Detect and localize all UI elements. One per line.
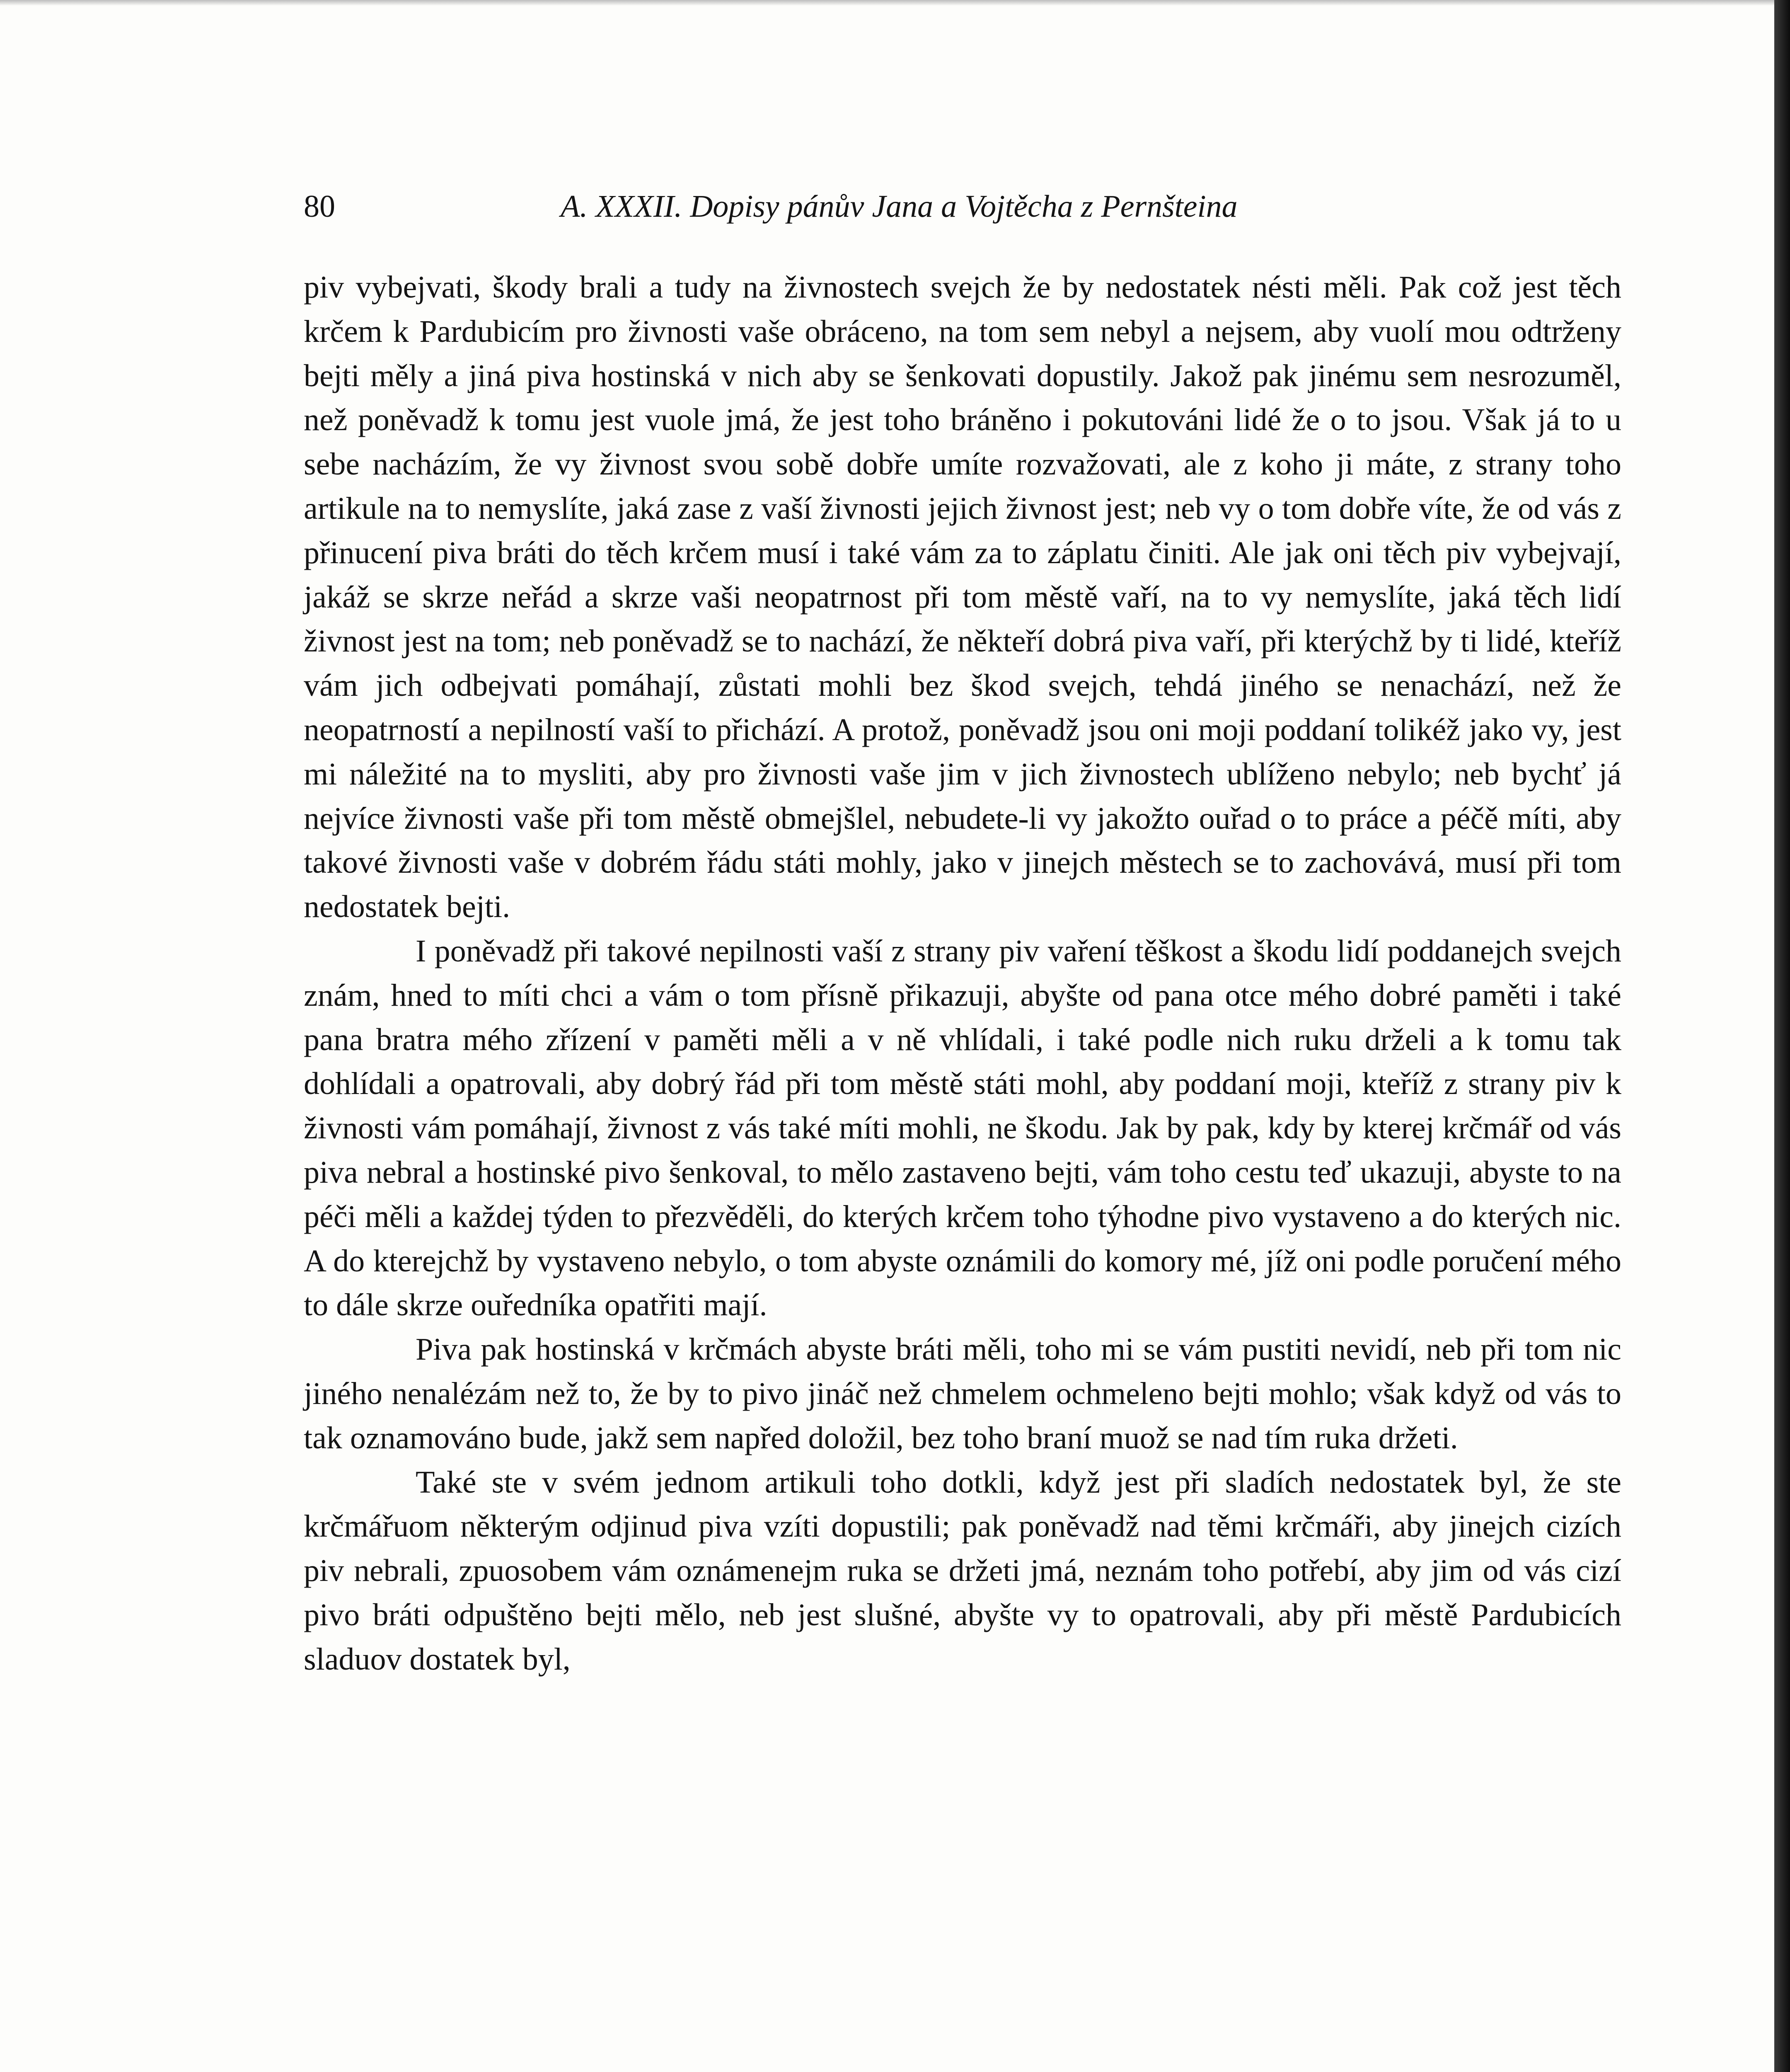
paragraph-1: piv vybejvati, škody brali a tudy na živnostech svejch že by nedostatek nésti měli. Pak což jest těch krčem k Pardubicím pro živnosti vaše obráceno, na tom sem nebyl a nejsem, aby vuolí mou odtrženy bejti měly a jiná piva hostinská v nich aby se šenkovati dopustily. Jakož pak jinému sem nesrozuměl, než poněvadž k tomu jest vuole jmá, že jest toho bráněno i pokutováni lidé že o to jsou. Však já to u sebe nacházím, že vy živnost svou sobě dobře umíte rozvažovati, ale z koho ji máte, z strany toho artikule na to nemyslíte, jaká zase z vaší živnosti jejich živnost jest; neb vy o tom dobře víte, že od vás z přinucení piva bráti do těch krčem musí i také vám za to záplatu činiti. Ale jak oni těch piv vybejvají, jakáž se skrze neřád a skrze vaši neopatrnost při tom městě vaří, na to vy nemyslíte, jaká těch lidí živnost jest na tom; neb poněvadž se to nachází, že někteří dobrá piva vaří, při kterýchž by ti lidé, kteříž vám jich odbejvati pomáhají, zůstati mohli bez škod svejch, tehdá jiného se nenachází, než že neopatrností a nepilností vaší to přichází. A protož, poněvadž jsou oni moji poddaní tolikéž jako vy, jest mi náležité na to mysliti, aby pro živnosti vaše jim v jich živnostech ublíženo nebylo; neb bychť já nejvíce živnosti vaše při tom městě obmejšlel, nebudete-li vy jakožto ouřad o to práce a péčě míti, aby takové živnosti vaše v dobrém řádu státi mohly, jako v jinejch městech se to zachovává, musí při tom nedostatek bejti. (304, 270, 1621, 925)
scan-top-shadow (0, 0, 1790, 6)
paragraph-3: Piva pak hostinská v krčmách abyste bráti měli, toho mi se vám pustiti nevidí, neb při tom nic jiného nenalézám než to, že by to pivo jináč než chmelem ochmeleno bejti mohlo; však když od vás to tak oznamováno bude, jakž sem napřed doložil, bez toho braní muož se nad tím ruka držeti. (304, 1332, 1621, 1455)
running-title: A. XXXII. Dopisy pánův Jana a Vojtěcha z Pernšteina (561, 189, 1238, 224)
paragraph-2: I poněvadž při takové nepilnosti vaší z strany piv vaření těškost a škodu lidí poddanejch svejch znám, hned to míti chci a vám o tom přísně přikazuji, abyšte od pana otce mého dobré paměti i také pana bratra mého zřízení v paměti měli a v ně vhlídali, i také podle nich ruku drželi a k tomu tak dohlídali a opatrovali, aby dobrý řád při tom městě státi mohl, aby poddaní moji, kteříž z strany piv k živnosti vám pomáhají, živnost z vás také míti mohli, ne škodu. Jak by pak, kdy by kterej krčmář od vás piva nebral a hostinské pivo šenkoval, to mělo zastaveno bejti, vám toho cestu teď ukazuji, abyste to na péči měli a každej týden to přezvěděli, do kterých krčem toho týhodne pivo vystaveno a do kterých nic. A do kterejchž by vystaveno nebylo, o tom abyste oznámili do komory mé, jíž oni podle poručení mého to dále skrze ouředníka opatřiti mají. (304, 933, 1621, 1323)
page-number: 80 (304, 189, 335, 224)
body-text (304, 265, 1621, 1682)
scan-right-edge (1774, 0, 1790, 2072)
paragraph-4: Také ste v svém jednom artikuli toho dotkli, když jest při sladích nedostatek byl, že ste krčmářuom některým odjinud piva vzíti dopustili; pak poněvadž nad těmi krčmáři, aby jinejch cizích piv nebrali, zpuosobem vám oznámenejm ruka se držeti jmá, neznám toho potřebí, aby jim od vás cizí pivo bráti odpuštěno bejti mělo, neb jest slušné, abyšte vy to opatrovali, aby při městě Pardubicích sladuov dostatek byl, (304, 1464, 1621, 1677)
page-header (304, 189, 1364, 230)
